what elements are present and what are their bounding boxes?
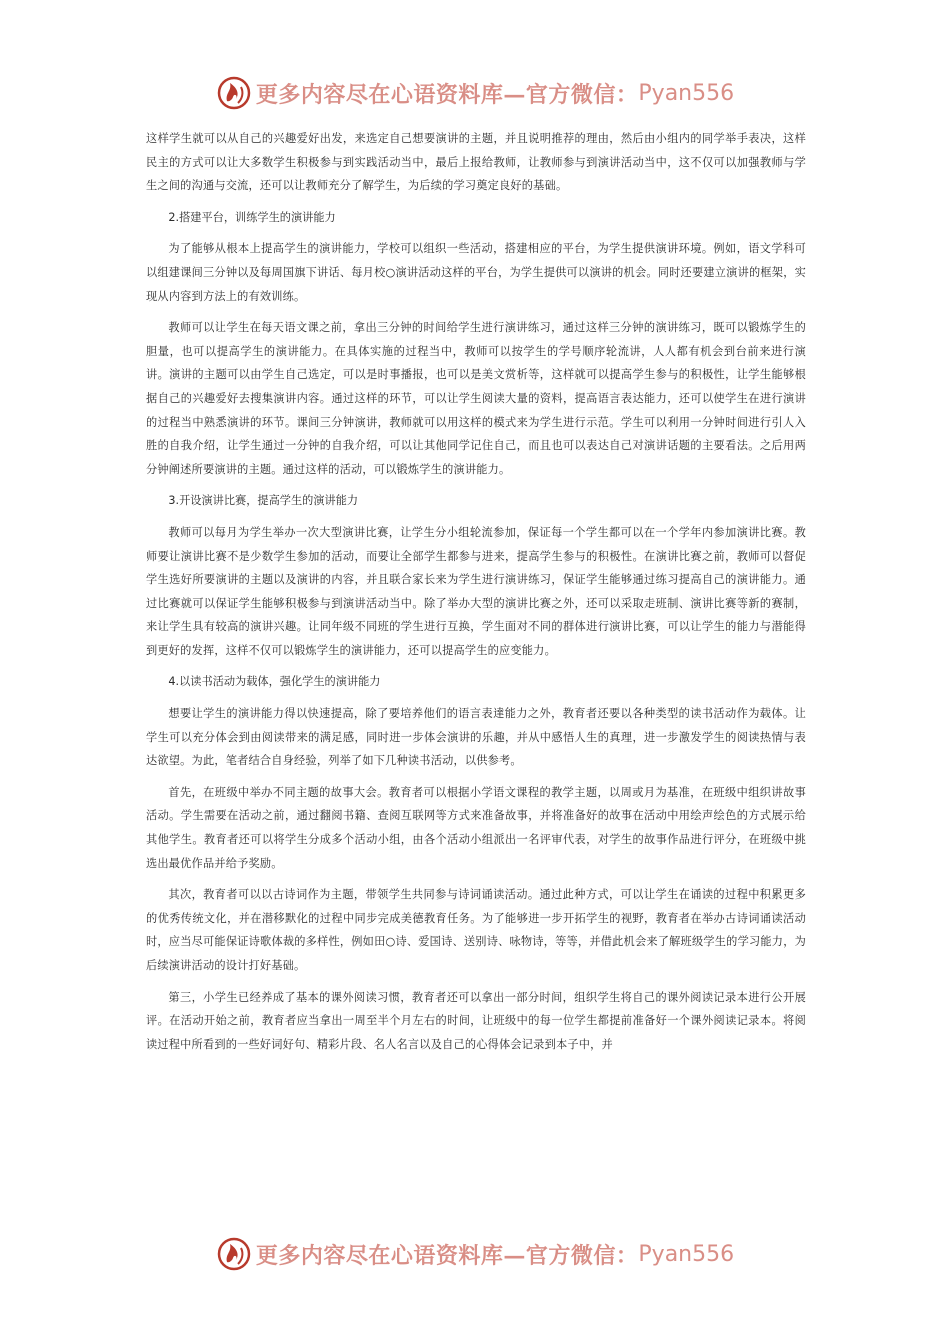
paragraph: 其次，教育者可以以古诗词作为主题，带领学生共同参与诗词诵读活动。通过此种方式，可以让学生在诵读的过程中积累更多的优秀传统文化，并在潜移默化的过程中同步完成美德教育任务。为了能够进一步开拓学生的视野，教育者在举办古诗词诵读活动时，应当尽可能保证诗歌体裁的多样性，例如田○诗、爱国诗、送别诗、咏物诗，等等，并借此机会来了解班级学生的学习能力，为后续演讲活动的设计打好基础。 (146, 888, 806, 972)
article-body (146, 127, 806, 1064)
paragraph: 教师可以每月为学生举办一次大型演讲比赛，让学生分小组轮流参加，保证每一个学生都可以在一个学年内参加演讲比赛。教师要让演讲比赛不是少数学生参加的活动，而要让全部学生都参与进来，提高学生参与的积极性。在演讲比赛之前，教师可以督促学生选好所要演讲的主题以及演讲的内容，并且联合家长来为学生进行演讲练习，保证学生能够通过练习提高自己的演讲能力。通过比赛就可以保证学生能够积极参与到演讲活动当中。除了举办大型的演讲比赛之外，还可以采取走班制、演讲比赛等新的赛制，来让学生具有较高的演讲兴趣。让同年级不同班的学生进行互换，学生面对不同的群体进行演讲比赛，可以让学生的能力与潜能得到更好的发挥，这样不仅可以锻炼学生的演讲能力，还可以提高学生的应变能力。 (146, 525, 806, 657)
banner-wechat-id: Pyan556 (638, 1241, 735, 1267)
header-banner (0, 73, 950, 113)
flame-logo-icon (216, 1236, 252, 1272)
paragraph: 为了能够从根本上提高学生的演讲能力，学校可以组织一些活动，搭建相应的平台，为学生提供演讲环境。例如，语文学科可以组建课间三分钟以及每周国旗下讲话、每月校○演讲活动这样的平台，为学生提供可以演讲的机会。同时还要建立演讲的框架，实现从内容到方法上的有效训练。 (146, 242, 806, 303)
banner-wechat-id: Pyan556 (638, 80, 735, 106)
banner-text: 更多内容尽在心语资料库—官方微信： (255, 81, 639, 108)
section-heading-4: 4.以读书活动为载体，强化学生的演讲能力 (168, 675, 381, 689)
flame-logo-icon (216, 75, 252, 111)
section-heading-2: 2.搭建平台，训练学生的演讲能力 (168, 210, 336, 224)
paragraph: 首先，在班级中举办不同主题的故事大会。教育者可以根据小学语文课程的教学主题，以周或月为基准，在班级中组织讲故事活动。学生需要在活动之前，通过翻阅书籍、查阅互联网等方式来准备故事，并将准备好的故事在活动中用绘声绘色的方式展示给其他学生。教育者还可以将学生分成多个活动小组，由各个活动小组派出一名评审代表，对学生的故事作品进行评分，在班级中挑选出最优作品并给予奖励。 (146, 785, 806, 870)
section-heading-3: 3.开设演讲比赛，提高学生的演讲能力 (168, 494, 359, 508)
paragraph: 想要让学生的演讲能力得以快速提高，除了要培养他们的语言表達能力之外，教育者还要以各种类型的读书活动作为载体。让学生可以充分体会到由阅读带来的满足感，同时进一步体会演讲的乐趣，并从中感悟人生的真理，进一步激发学生的阅读热情与表达欲望。为此，笔者结合自身经验，列举了如下几种读书活动，以供参考。 (146, 707, 806, 768)
paragraph: 教师可以让学生在每天语文课之前，拿出三分钟的时间给学生进行演讲练习，通过这样三分钟的演讲练习，既可以锻炼学生的胆量，也可以提高学生的演讲能力。在具体实施的过程当中，教师可以按学生的学号顺序轮流讲，人人都有机会到台前来进行演讲。演讲的主题可以由学生自己选定，可以是时事播报，也可以是美文赏析等，这样就可以提高学生参与的积极性，让学生能够根据自己的兴趣爱好去搜集演讲内容。通过这样的环节，可以让学生阅读大量的资料，提高语言表达能力，还可以使学生在进行演讲的过程当中熟悉演讲的环节。课间三分钟演讲，教师就可以用这样的模式来为学生进行示范。学生可以利用一分钟时间进行引人入胜的自我介绍，让学生通过一分钟的自我介绍，可以让其他同学记住自己，而且也可以表达自己对演讲话题的主要看法。之后用两分钟阐述所要演讲的主题。通过这样的活动，可以锻炼学生的演讲能力。 (146, 321, 806, 476)
footer-banner (0, 1234, 950, 1274)
paragraph-continued: 这样学生就可以从自己的兴趣爱好出发，来选定自己想要演讲的主题，并且说明推荐的理由，然后由小组内的同学举手表决，这样民主的方式可以让大多数学生积极参与到实践活动当中，最后上报给教师，让教师参与到演讲活动当中，这不仅可以加强教师与学生之间的沟通与交流，还可以让教师充分了解学生，为后续的学习奠定良好的基础。 (146, 132, 806, 193)
paragraph: 第三，小学生已经养成了基本的课外阅读习惯，教育者还可以拿出一部分时间，组织学生将自己的课外阅读记录本进行公开展评。在活动开始之前，教育者应当拿出一周至半个月左右的时间，让班级中的每一位学生都提前准备好一个课外阅读记录本。将阅读过程中所看到的一些好词好句、精彩片段、名人名言以及自己的心得体会记录到本子中，并 (146, 990, 806, 1051)
banner-text: 更多内容尽在心语资料库—官方微信： (255, 1242, 639, 1269)
